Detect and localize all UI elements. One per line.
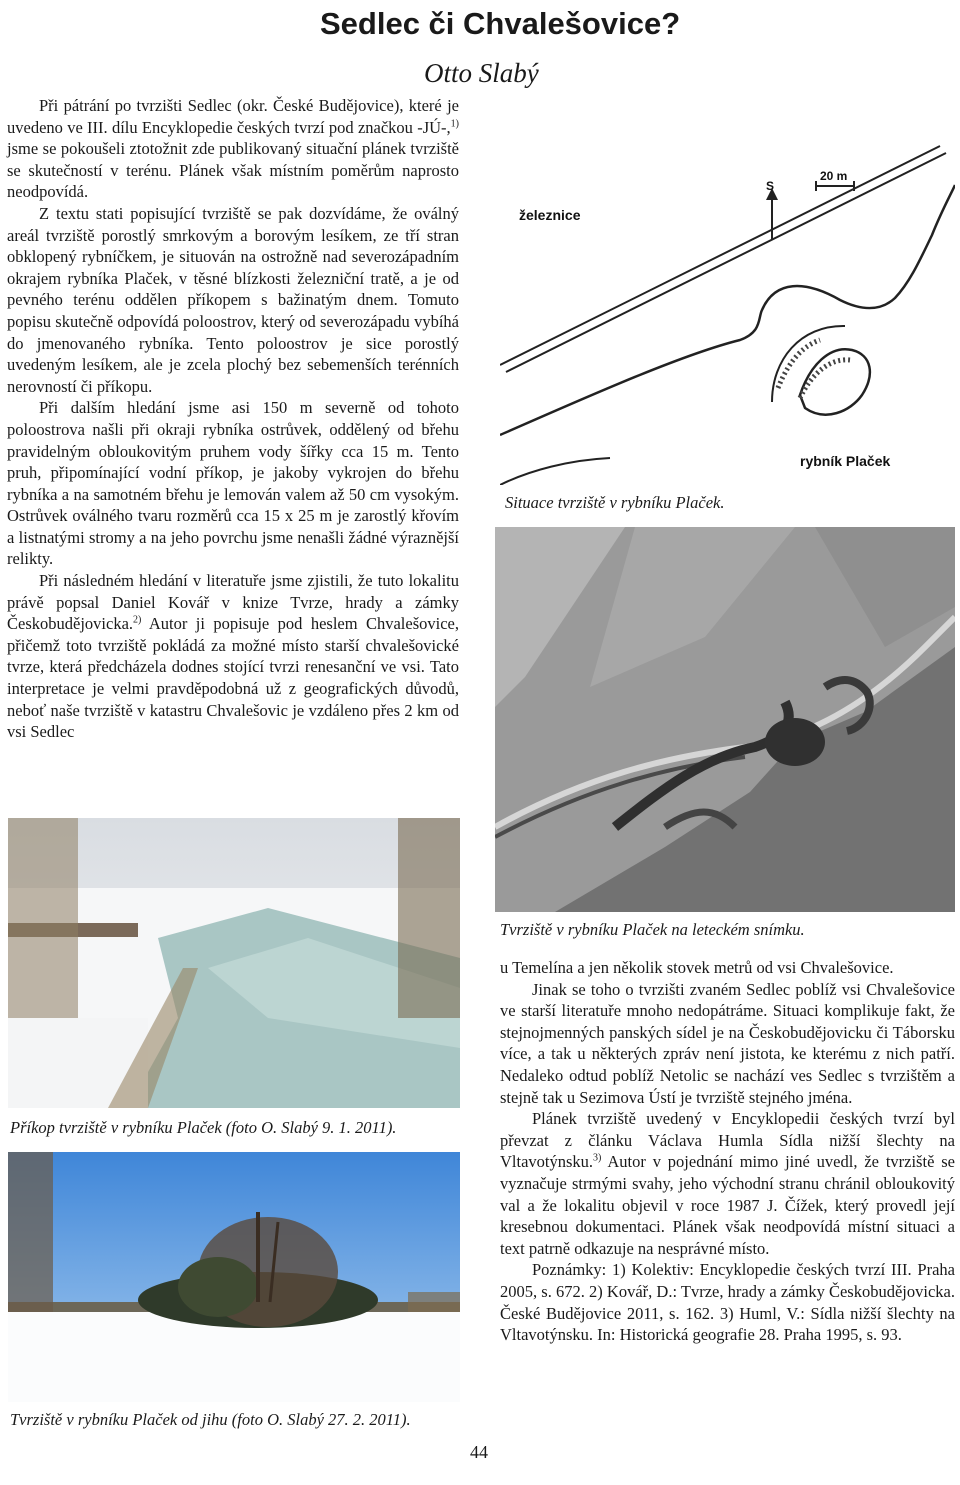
aerial-photo: [495, 527, 955, 912]
site-plan-map: [500, 140, 955, 485]
text-run: Autor ji popisuje pod heslem Chvalešovice, přičemž toto tvrziště pokládá za možné místo starší chvalešovické tvrze, která předcházela dodnes stojící tvrzi renesanční ve vsi. Tato interpretace je velmi pravděpodobná už z geografických důvodů, neboť naše tvrziště v katastru Chvalešovic je vzdáleno přes 2 km od vsi Sedlec: [7, 614, 459, 742]
island-photo-caption: Tvrziště v rybníku Plaček od jihu (foto O. Slabý 27. 2. 2011).: [10, 1410, 411, 1429]
text-run: Plánek tvrziště uvedený v Encyklopedii českých tvrzí byl převzat z článku Václava Humla Sídla nižší šlechty na Vltavotýnsku.: [500, 1109, 955, 1172]
footnote-ref: 3): [593, 1152, 602, 1164]
north-label: S: [766, 179, 775, 193]
text-run: Při následném hledání v literatuře jsme zjistili, že tuto lokalitu právě popsal Daniel Kovář v knize Tvrze, hrady a zámky Českobudějovicka.: [7, 571, 459, 634]
moat-photo-caption: Příkop tvrziště v rybníku Plaček (foto O. Slabý 9. 1. 2011).: [10, 1118, 397, 1137]
article-title: Sedlec či Chvalešovice?: [320, 6, 681, 41]
moat-photo-drawing: [8, 818, 460, 1108]
page-number: 44: [470, 1442, 488, 1462]
paragraph: [500, 1108, 955, 1259]
scale-label: 20 m: [820, 169, 848, 183]
site-plan-drawing: [500, 140, 955, 485]
paragraph: Při dalším hledání jsme asi 150 m severně od tohoto poloostrova našli při okraji rybníka ostrůvek, oddělený od břehu pravidelným obloukovitým pruhem vody šířky cca 15 m. Tento pruh, připomínající vodní příkop, je jakoby vykrojen do břehu rybníka a na samotném břehu je lemován valem až 50 cm vysokým. Ostrůvek oválného tvaru rozměrů cca 15 x 25 m je zarostlý křovím a listnatými stromy a na jeho povrchu jsme nenašli žádné výraznější relikty.: [7, 398, 459, 569]
island-photo-drawing: [8, 1152, 460, 1402]
text-run: jsme se pokoušeli ztotožnit zde publikovaný situační plánek tvrziště se skutečností v terénu. Plánek však místním poměrům naprosto neodpovídá.: [7, 139, 459, 202]
footnote-ref: 1): [450, 118, 459, 130]
paragraph: Z textu stati popisující tvrziště se pak dozvídáme, že oválný areál tvrziště porostlý smrkovým a borovým lesíkem, ze tří stran obklopený rybníčkem, je situován na ostrožně nad severozápadním okrajem rybníka Plaček, v těsné blízkosti železniční tratě, a je od pevného terénu oddělen příkopem s bažinatým dnem. Tomuto popisu skutečně odpovídá poloostrov, který od severozápadu vybíhá do jmenovaného rybníka. Tento poloostrov je sice porostlý uvedeným lesíkem, ale je zcela plochý bez sebemenších terénních nerovností či příkopu.: [7, 203, 459, 396]
map-caption: Situace tvrziště v rybníku Plaček.: [505, 493, 725, 512]
paragraph: [7, 95, 459, 203]
paragraph: [7, 570, 459, 743]
island-photo: [8, 1152, 460, 1402]
article-author: Otto Slabý: [424, 58, 539, 88]
moat-photo: [8, 818, 460, 1108]
paragraph: u Temelína a jen několik stovek metrů od vsi Chvalešovice.: [500, 958, 894, 977]
pond-label: rybník Plaček: [800, 453, 891, 469]
text-run: Autor v pojednání mimo jiné uvedl, že tvrziště se vyznačuje strmými svahy, jeho východní stranu chránil obloukovitý val a že lokalitu objevil v roce 1987 J. Čížek, který provedl její kresebnou dokumentaci. Plánek však neodpovídá místní situaci a text patrně odkazuje na nesprávné místo.: [500, 1152, 955, 1258]
text-run: Při pátrání po tvrzišti Sedlec (okr. České Budějovice), které je uvedeno ve III. dílu Encyklopedie českých tvrzí pod značkou -JÚ-,: [7, 96, 459, 137]
aerial-photo-drawing: [495, 527, 955, 912]
left-text-column: [7, 95, 459, 743]
footnote-ref: 2): [133, 614, 142, 626]
paragraph: Poznámky: 1) Kolektiv: Encyklopedie českých tvrzí III. Praha 2005, s. 672. 2) Kovář, D.: Tvrze, hrady a zámky Českobudějovicka. České Budějovice 2011, s. 162. 3) Huml, V.: Sídla nižší šlechty na Vltavotýnsku. In: Historická geografie 28. Praha 1995, s. 93.: [500, 1260, 955, 1345]
right-text-column: [500, 957, 955, 1346]
railway-label: železnice: [519, 207, 581, 223]
aerial-caption: Tvrziště v rybníku Plaček na leteckém snímku.: [500, 920, 805, 939]
paragraph: Jinak se toho o tvrzišti zvaném Sedlec poblíž vsi Chvalešovice ve starší literatuře mnoho nedopátráme. Situaci komplikuje fakt, že stejnojmenných panských sídel je na Českobudějovicku či Táborsku více, a tak u některých zpráv není jistota, ke kterému z nich patří. Nedaleko odtud poblíž Netolic se nachází ves Sedlec s tvrzištěm a stejně tak u Sezimova Ústí je tvrziště stejného jména.: [500, 979, 955, 1107]
